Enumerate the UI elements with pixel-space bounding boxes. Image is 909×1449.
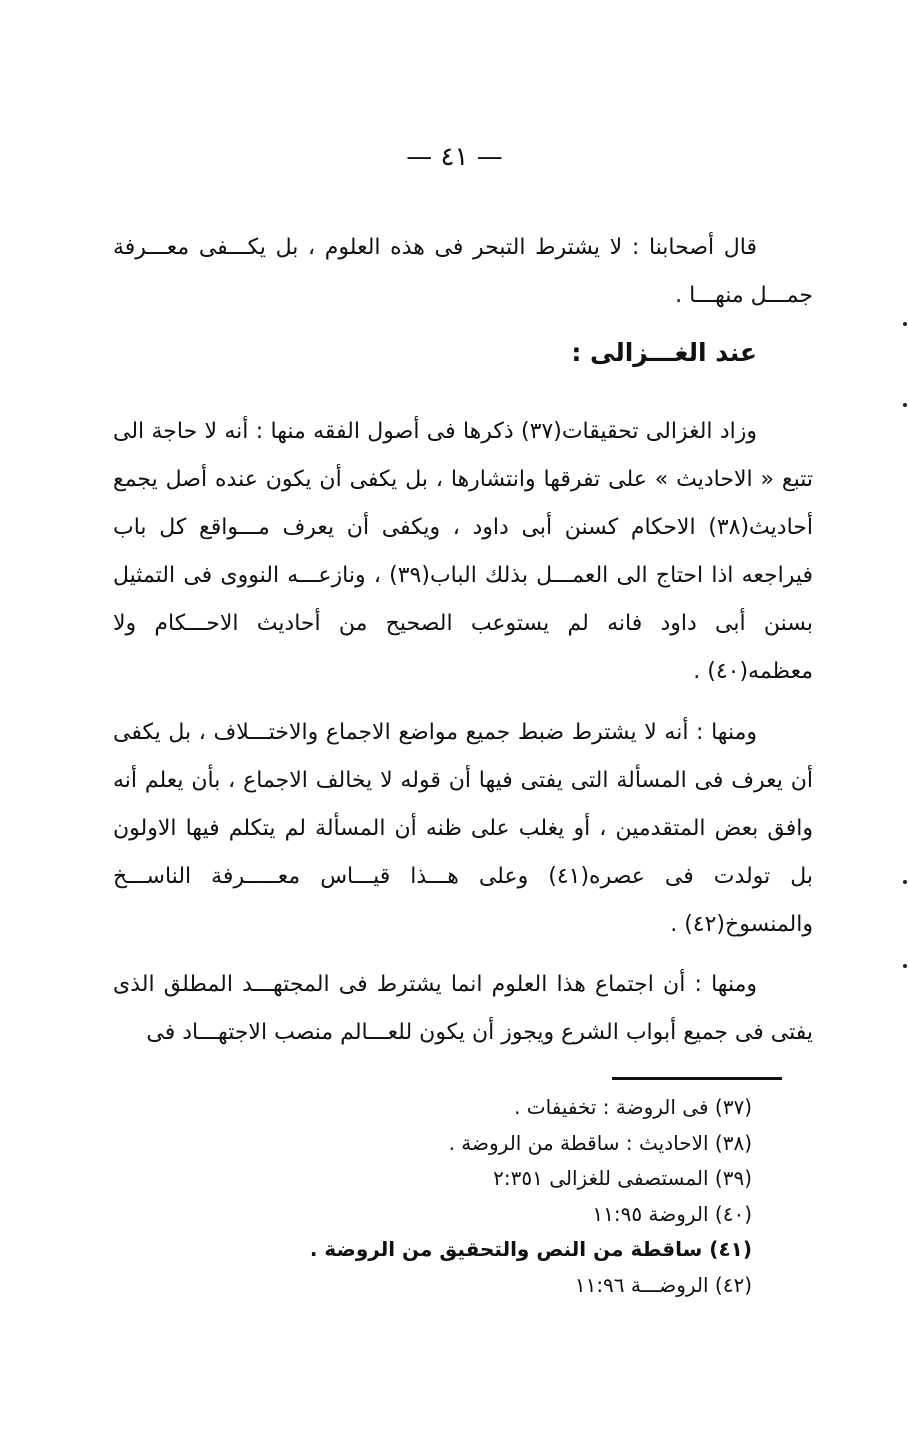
paragraph-block — [113, 961, 813, 1057]
footnote-40: (٤٠) الروضة ١١:٩٥ — [592, 1201, 752, 1226]
footnotes — [192, 1090, 752, 1303]
scan-mark — [903, 880, 907, 884]
scan-mark — [903, 403, 907, 407]
paragraph-2: وزاد الغزالى تحقيقات(٣٧) ذكرها فى أصول الفقه منها : أنه لا حاجة الى تتبع « الاحاديث » على تفرقها وانتشارها ، بل يكفى أن يكون عنده أصل يجمع أحاديث(٣٨) الاحكام كسنن أبى داود ، ويكفى أن يعرف مـــواقع كل باب فيراجعه اذا احتاج الى العمـــل بذلك الباب(٣٩) ، ونازعـــه النووى فى التمثيل بسنن أبى داود فانه لم يستوعب الصحيح من أحاديث الاحـــكام ولا معظمه(٤٠) . — [113, 419, 814, 684]
footnote-42: (٤٢) الروضـــة ١١:٩٦ — [574, 1272, 752, 1297]
footnote-37: (٣٧) فى الروضة : تخفيفات . — [514, 1095, 752, 1119]
footnote-38: (٣٨) الاحاديث : ساقطة من الروضة . — [448, 1130, 752, 1155]
paragraph-block — [113, 224, 813, 320]
paragraph-4: ومنها : أن اجتماع هذا العلوم انما يشترط فى المجتهـــد المطلق الذى يفتى فى جميع أبواب الشرع ويجوز أن يكون للعـــالم منصب الاجتهـــاد فى — [113, 972, 813, 1045]
paragraph-3: ومنها : أنه لا يشترط ضبط جميع مواضع الاجماع والاختـــلاف ، بل يكفى أن يعرف فى المسألة التى يفتى فيها أن قوله لا يخالف الاجماع ، بأن يعلم أنه وافق بعض المتقدمين ، أو يغلب على ظنه أن المسألة لم يتكلم فيها الاولون بل تولدت فى عصره(٤١) وعلى هـــذا قيـــاس معـــــرفة الناســـخ والمنسوخ(٤٢) . — [113, 720, 813, 937]
footnote-separator — [612, 1077, 782, 1080]
footnote-41: (٤١) ساقطة من النص والتحقيق من الروضة . — [309, 1237, 752, 1261]
page-number: — ٤١ — — [406, 142, 503, 172]
paragraph-1: قال أصحابنا : لا يشترط التبحر فى هذه العلوم ، بل يكـــفى معـــرفة جمـــل منهـــا . — [113, 235, 813, 308]
section-heading: عند الغـــزالى : — [571, 338, 757, 367]
scan-mark — [903, 322, 907, 326]
footnote-39: (٣٩) المستصفى للغزالى ٢:٣٥١ — [493, 1166, 752, 1190]
scan-mark — [903, 964, 907, 968]
paragraph-block — [113, 709, 813, 949]
paragraph-block — [113, 408, 813, 696]
